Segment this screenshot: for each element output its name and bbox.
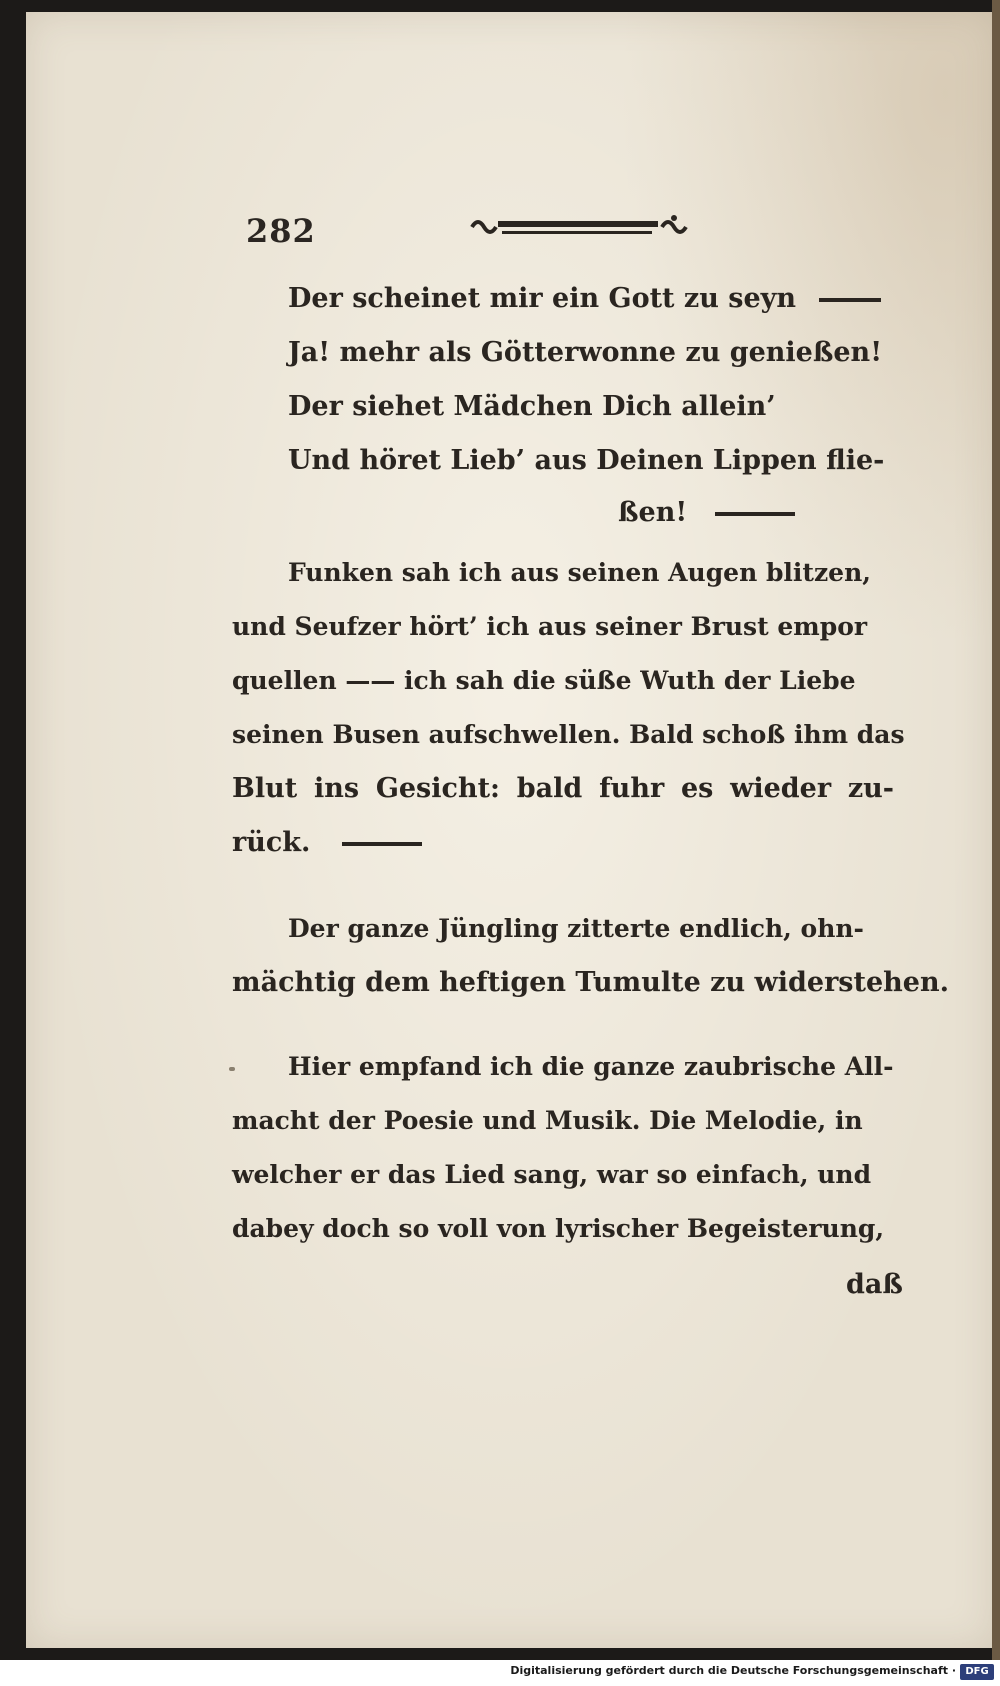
book-page: [26, 12, 994, 1648]
catchword: daß: [846, 1269, 903, 1300]
paragraph3-line-4: dabey doch so voll von lyrischer Begeisterung,: [232, 1214, 885, 1243]
paragraph1-line-4: seinen Busen aufschwellen. Bald schoß ihm das: [232, 720, 905, 749]
paragraph3-line-3: welcher er das Lied sang, war so einfach, und: [232, 1160, 872, 1189]
verse-line-3: Der siehet Mädchen Dich allein’: [288, 391, 776, 422]
header-ornament-icon: [470, 212, 692, 242]
paragraph3-line-2: macht der Poesie und Musik. Die Melodie, in: [232, 1106, 863, 1135]
verse-line-1: Der scheinet mir ein Gott zu seyn: [288, 282, 881, 316]
paragraph1-line-1: Funken sah ich aus seinen Augen blitzen,: [288, 558, 871, 587]
verse-line-4: Und höret Lieb’ aus Deinen Lippen flie-: [288, 445, 885, 476]
em-dash: [342, 842, 422, 846]
paragraph1-line-2: und Seufzer hört’ ich aus seiner Brust empor: [232, 612, 868, 641]
dfg-logo-icon: DFG: [960, 1664, 994, 1680]
paragraph1-line-6: rück.: [232, 826, 422, 860]
em-dash: [819, 298, 881, 302]
em-dash: [715, 512, 795, 516]
digitization-credit: Digitalisierung gefördert durch die Deutsche Forschungsgemeinschaft ·: [510, 1664, 956, 1677]
paragraph1-line-3: quellen —— ich sah die süße Wuth der Liebe: [232, 666, 856, 695]
verse-line-5: ßen!: [618, 496, 795, 530]
verse-line-2: Ja! mehr als Götterwonne zu genießen!: [288, 337, 883, 368]
book-spine-edge: [992, 0, 1000, 1686]
paper-blemish: [229, 1067, 235, 1071]
paragraph2-line-2: mächtig dem heftigen Tumulte zu widerstehen.: [232, 967, 949, 998]
paragraph2-line-1: Der ganze Jüngling zitterte endlich, ohn-: [288, 914, 864, 943]
paragraph1-line-5: Blut ins Gesicht: bald fuhr es wieder zu-: [232, 773, 894, 804]
page-number: 282: [246, 212, 316, 250]
paragraph3-line-1: Hier empfand ich die ganze zaubrische All-: [288, 1052, 894, 1081]
